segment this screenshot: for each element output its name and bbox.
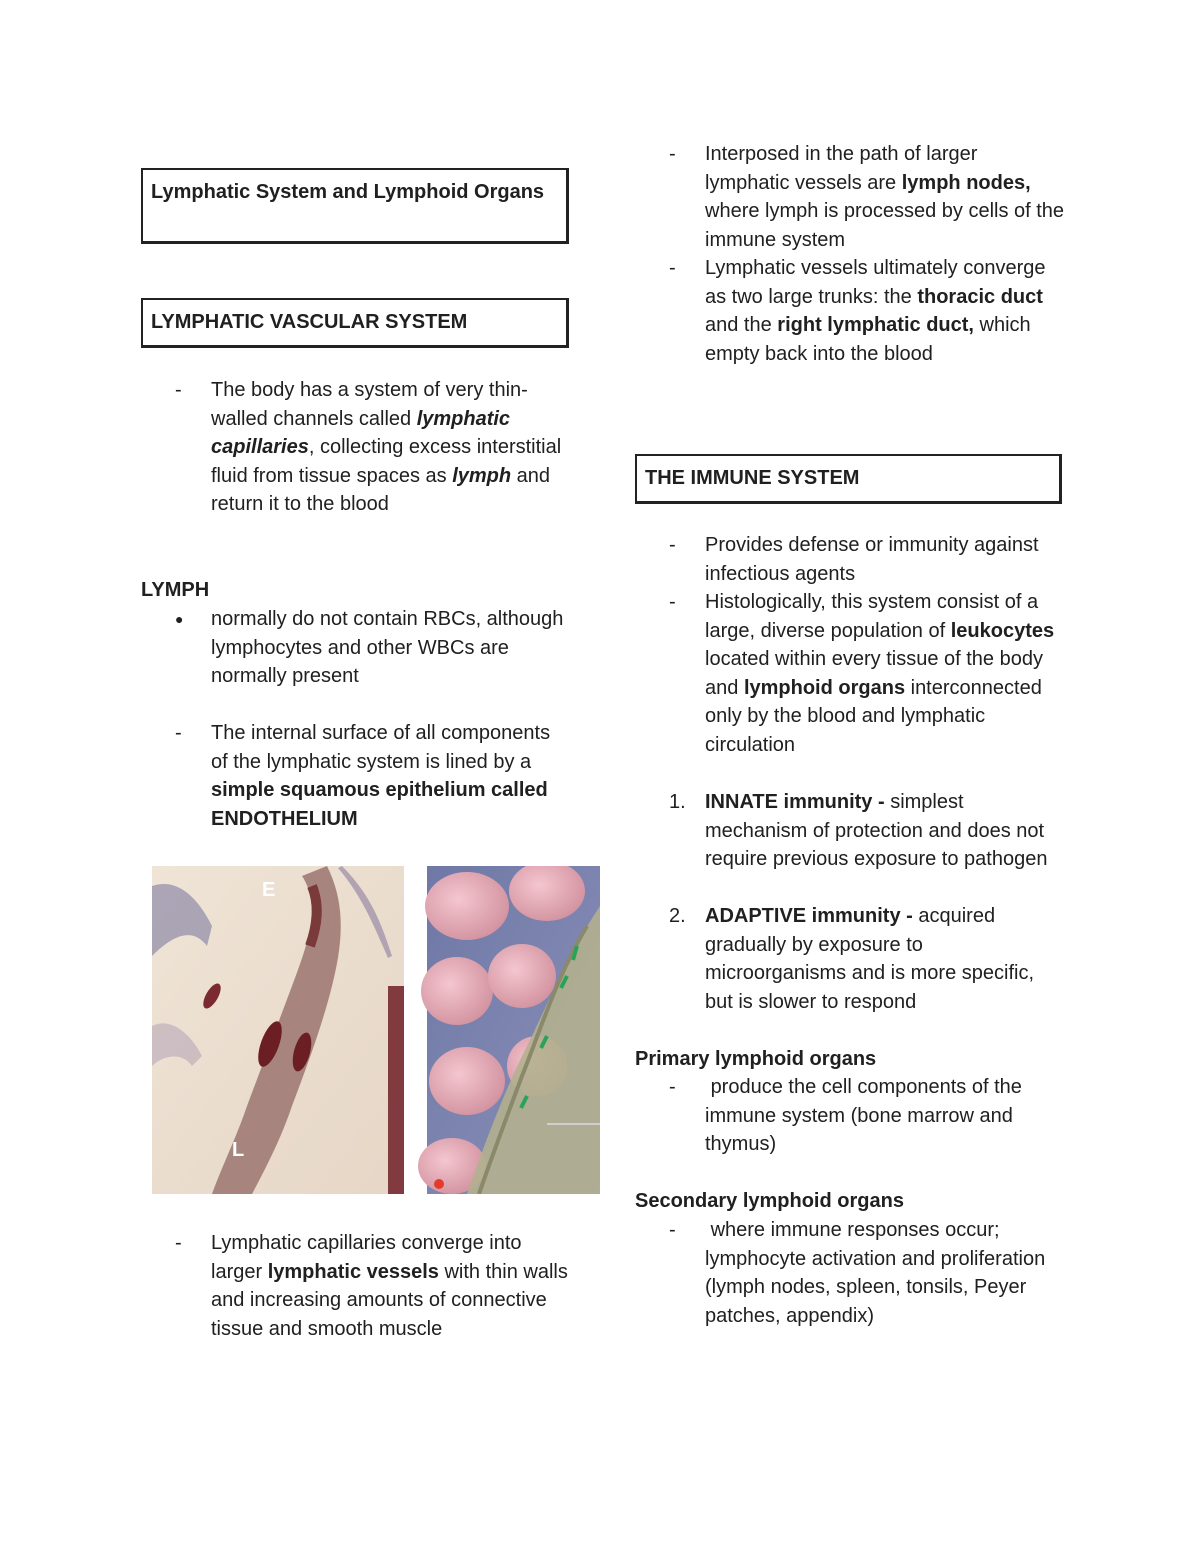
term-lymphatic-capillaries: lymphatic capillaries — [211, 407, 511, 458]
lymphatic-capillary-figure — [152, 866, 600, 1194]
term-right-lymphatic-duct: right lymphatic duct, — [777, 314, 974, 336]
section-heading-box — [635, 454, 1062, 504]
term-adaptive-immunity: ADAPTIVE immunity - — [705, 905, 913, 927]
list-item-text: produce the cell components of the immune system (bone marrow and thymus) — [705, 1076, 1028, 1155]
section-heading: THE IMMUNE SYSTEM — [645, 467, 860, 489]
term-thoracic-duct: thoracic duct — [917, 285, 1043, 308]
bullet-marker: ● — [175, 611, 184, 627]
list-item-text: The body has a system of very thin-walled channels called lymphatic capillaries, collecting excess interstitial fluid from tissue spaces as lymph and return it to the blood — [211, 379, 562, 515]
list-item-text: Lymphatic vessels ultimately converge as two large trunks: the thoracic duct and the right lymphatic duct, which empty back into the blood — [705, 257, 1046, 365]
term-lymph: lymph — [452, 464, 512, 487]
list-marker: - — [669, 1076, 676, 1098]
number-marker: 1. — [669, 791, 686, 813]
list-marker: - — [175, 1232, 182, 1254]
list-item-text: Histologically, this system consist of a large, diverse population of leukocytes located within every tissue of the body and lymphoid organs interconnected only by the blood and lymphatic circulation — [705, 591, 1055, 756]
section-heading: LYMPHATIC VASCULAR SYSTEM — [151, 311, 468, 333]
numbered-item-text: INNATE immunity - simplest mechanism of protection and does not require previous exposure to pathogen — [705, 791, 1048, 870]
list-marker: - — [669, 143, 676, 165]
figure-svg — [152, 866, 600, 1194]
list-item-text: Lymphatic capillaries converge into larger lymphatic vessels with thin walls and increasing amounts of connective tissue and smooth muscle — [211, 1232, 568, 1340]
illustration-image — [418, 866, 600, 1194]
list-marker: - — [669, 591, 676, 613]
label-e: E — [262, 879, 276, 901]
term-lymphatic-vessels: lymphatic vessels — [267, 1260, 439, 1283]
primary-lymphoid-heading: Primary lymphoid organs — [635, 1048, 877, 1070]
term-innate-immunity: INNATE immunity - — [705, 791, 885, 813]
list-item-text: The internal surface of all components of the lymphatic system is lined by a simple squamous epithelium called ENDOTHELIUM — [211, 722, 551, 830]
list-marker: - — [669, 534, 676, 556]
document-title: Lymphatic System and Lymphoid Organs — [151, 181, 545, 203]
term-leukocytes: leukocytes — [950, 619, 1055, 642]
bullet-text: normally do not contain RBCs, although lymphocytes and other WBCs are normally present — [211, 608, 564, 687]
micrograph-image — [152, 866, 404, 1194]
secondary-lymphoid-heading: Secondary lymphoid organs — [635, 1190, 904, 1212]
section-heading-box — [141, 298, 569, 348]
term-lymphoid-organs: lymphoid organs — [743, 676, 906, 699]
list-marker: - — [175, 722, 182, 744]
number-marker: 2. — [669, 905, 686, 927]
list-item-text: where immune responses occur; lymphocyte activation and proliferation (lymph nodes, spleen, tonsils, Peyer patches, appendix) — [705, 1219, 1051, 1327]
lymph-heading: LYMPH — [141, 579, 210, 601]
term-lymph-nodes: lymph nodes, — [901, 171, 1031, 194]
numbered-item-text: ADAPTIVE immunity - acquired gradually by exposure to microorganisms and is more specific, but is slower to respond — [705, 905, 1034, 1013]
list-marker: - — [669, 1219, 676, 1241]
term-endothelium: simple squamous epithelium called ENDOTHELIUM — [211, 779, 548, 830]
label-l: L — [232, 1139, 245, 1161]
list-marker: - — [175, 379, 182, 401]
list-item-text: Interposed in the path of larger lymphatic vessels are lymph nodes, where lymph is processed by cells of the immune system — [705, 143, 1065, 251]
list-marker: - — [669, 257, 676, 279]
document-title-box — [141, 168, 569, 244]
list-item-text: Provides defense or immunity against infectious agents — [705, 534, 1039, 585]
